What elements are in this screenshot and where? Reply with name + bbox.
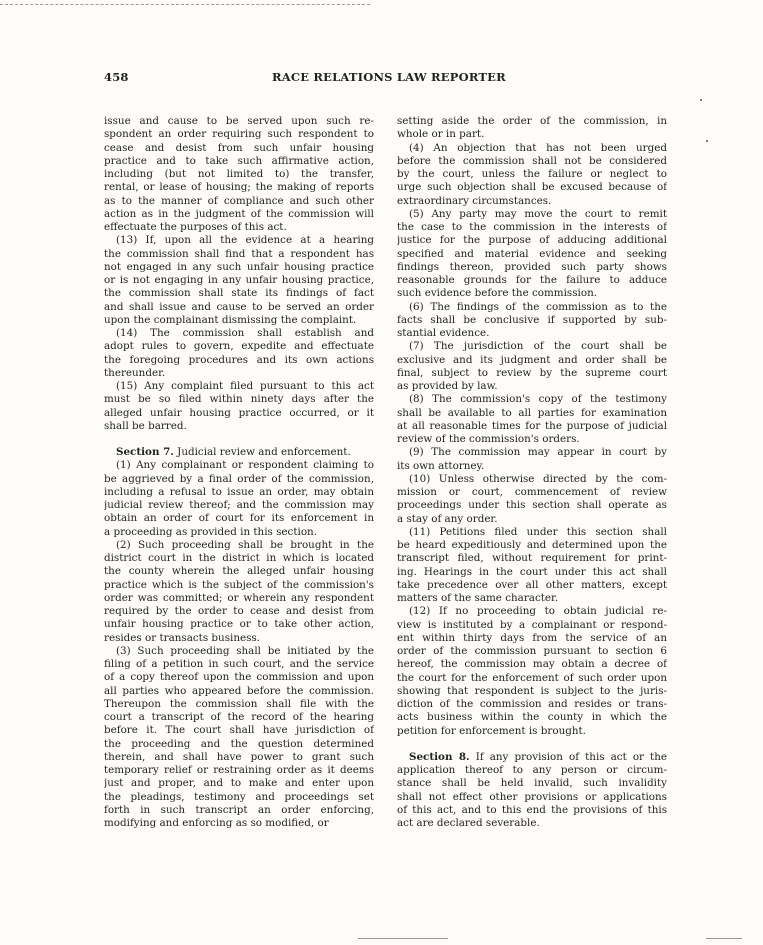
- text-line: the foregoing procedures and its own actions: [104, 353, 374, 366]
- text-line: a stay of any order.: [397, 512, 498, 525]
- text-line: transcript filed, without requirement for print-: [397, 552, 667, 565]
- text-line: effectuate the purposes of this act.: [104, 221, 287, 233]
- text-line: (13) If, upon all the evidence at a hearing: [116, 234, 374, 247]
- text-line: Section 8. If any provision of this act or the: [409, 750, 667, 763]
- text-line: including (but not limited to) the transfer,: [104, 168, 374, 180]
- text-line: acts business within the county in which the: [397, 711, 667, 724]
- text-line: stance shall be held invalid, such invalidity: [397, 777, 667, 790]
- section-heading: Section 7.: [116, 446, 174, 458]
- text-line: (7) The jurisdiction of the court shall be: [409, 340, 667, 353]
- text-line: filing of a petition in such court, and the service: [104, 658, 374, 670]
- text-line: order of the commission pursuant to section 6: [397, 645, 667, 657]
- text-line: court a transcript of the record of the hearing: [104, 711, 374, 723]
- text-line: urge such objection shall be excused because of: [397, 181, 667, 194]
- text-line: shall be barred.: [104, 419, 187, 432]
- text-line: must be so filed within ninety days after the: [104, 393, 374, 406]
- text-line: final, subject to review by the supreme court: [397, 366, 667, 379]
- scan-bottom-rule: [706, 938, 742, 939]
- text-line: (11) Petitions filed under this section shall: [409, 525, 667, 538]
- text-line: be heard expeditiously and determined upon the: [397, 539, 667, 551]
- text-line: [397, 738, 667, 751]
- text-line: of this act, and to this end the provisions of this: [397, 803, 667, 816]
- text-line: showing that respondent is subject to the juris-: [397, 684, 667, 697]
- page-number: 458: [104, 70, 129, 84]
- text-line: required by the order to cease and desist from: [104, 605, 374, 617]
- text-line: as to the manner of compliance and such other: [104, 194, 374, 207]
- text-line: hereof, the commission may obtain a decree of: [397, 658, 667, 671]
- text-line: by the court, unless the failure or neglect to: [397, 168, 667, 180]
- text-line: the court for the enforcement of such order upon: [397, 671, 667, 684]
- text-line: issue and cause to be served upon such re-: [104, 115, 374, 127]
- text-line: or is not engaging in any unfair housing practice,: [104, 274, 374, 286]
- text-line: shall not effect other provisions or applications: [397, 790, 667, 803]
- text-line: the county wherein the alleged unfair housing: [104, 565, 374, 578]
- text-line: upon the complainant dismissing the complaint.: [104, 313, 357, 326]
- text-line: its own attorney.: [397, 459, 485, 472]
- text-line: at all reasonable times for the purpose of judicial: [397, 419, 667, 432]
- running-title: RACE RELATIONS LAW REPORTER: [272, 70, 506, 84]
- text-line: setting aside the order of the commission, in: [397, 115, 667, 127]
- text-line: such evidence before the commission.: [397, 287, 598, 300]
- text-line: practice which is the subject of the commission's: [104, 578, 374, 591]
- text-line: ing. Hearings in the court under this act shall: [397, 565, 667, 578]
- section-heading: Section 8.: [409, 750, 470, 763]
- text-line: not engaged in any such unfair housing practice: [104, 260, 374, 273]
- text-line: (2) Such proceeding shall be brought in the: [116, 538, 374, 551]
- text-line: findings thereon, provided such party shows: [397, 260, 667, 273]
- scan-bottom-rule: [358, 938, 448, 939]
- text-line: adopt rules to govern, expedite and effectuate: [104, 340, 374, 353]
- text-line: Section 7. Judicial review and enforcement.: [116, 446, 351, 458]
- text-line: judicial review thereof; and the commission may: [104, 499, 374, 511]
- text-line: (12) If no proceeding to obtain judicial re-: [409, 605, 667, 618]
- text-line: diction of the commission and resides or trans-: [397, 698, 667, 710]
- text-line: (14) The commission shall establish and: [116, 327, 374, 339]
- text-line: (5) Any party may move the court to remit: [409, 207, 667, 220]
- text-line: resides or transacts business.: [104, 631, 261, 644]
- text-line: shall be available to all parties for examination: [397, 406, 667, 419]
- text-line: view is instituted by a complainant or respond-: [397, 618, 667, 631]
- text-line: stantial evidence.: [397, 327, 490, 339]
- text-line: review of the commission's orders.: [397, 433, 580, 445]
- text-line: proceedings under this section shall operate as: [397, 499, 667, 512]
- text-line: rental, or lease of housing; the making of reports: [104, 181, 374, 194]
- scan-speck: [700, 99, 702, 101]
- text-line: (6) The findings of the commission as to the: [409, 300, 667, 313]
- text-line: and shall issue and cause to be served an order: [104, 300, 374, 313]
- text-line: Thereupon the commission shall file with the: [104, 697, 374, 710]
- scan-top-dashed-line: [0, 4, 370, 5]
- text-line: justice for the purpose of adducing additional: [397, 234, 667, 247]
- text-line: petition for enforcement is brought.: [397, 724, 586, 737]
- text-line: be aggrieved by a final order of the commission,: [104, 472, 374, 485]
- text-line: unfair housing practice or to take other action,: [104, 618, 374, 631]
- text-line: application thereof to any person or circum-: [397, 764, 667, 776]
- text-line: the proceeding and the question determined: [104, 737, 374, 750]
- text-line: of a copy thereof upon the commission and upon: [104, 671, 374, 684]
- text-line: obtain an order of court for its enforcement in: [104, 512, 374, 525]
- right-column: [397, 115, 667, 830]
- text-line: the commission shall find that a respondent has: [104, 247, 374, 260]
- text-line: modifying and enforcing as so modified, or: [104, 817, 329, 829]
- text-line: the commission shall state its findings of fact: [104, 287, 374, 300]
- text-line: whole or in part.: [397, 128, 485, 141]
- text-line: before the commission shall not be considered: [397, 154, 667, 167]
- text-line: (4) An objection that has not been urged: [409, 141, 667, 154]
- text-line: (9) The commission may appear in court by: [409, 446, 667, 459]
- text-line: thereunder.: [104, 366, 166, 379]
- text-line: exclusive and its judgment and order shall be: [397, 353, 667, 366]
- text-line: extraordinary circumstances.: [397, 194, 552, 207]
- text-line: facts shall be conclusive if supported by sub-: [397, 313, 667, 326]
- text-line: therein, and shall have power to grant such: [104, 750, 374, 763]
- text-line: take precedence over all other matters, except: [397, 578, 667, 591]
- text-line: (10) Unless otherwise directed by the com-: [409, 472, 667, 485]
- text-line: act are declared severable.: [397, 817, 540, 829]
- text-line: [104, 433, 374, 446]
- text-line: (8) The commission's copy of the testimony: [409, 393, 667, 406]
- text-line: mission or court, commencement of review: [397, 486, 667, 498]
- text-line: just and proper, and to make and enter upon: [104, 777, 374, 790]
- text-line: order was committed; or wherein any respondent: [104, 591, 374, 604]
- text-line: a proceeding as provided in this section.: [104, 525, 317, 538]
- text-line: including a refusal to issue an order, may obtain: [104, 485, 374, 498]
- text-line: reasonable grounds for the failure to adduce: [397, 274, 667, 286]
- text-line: (1) Any complainant or respondent claiming to: [116, 459, 374, 472]
- text-line: (15) Any complaint filed pursuant to this act: [116, 380, 374, 392]
- text-line: all parties who appeared before the commission.: [104, 684, 374, 697]
- text-line: forth in such transcript an order enforcing,: [104, 803, 374, 816]
- text-line: cease and desist from such unfair housing: [104, 141, 374, 154]
- text-line: matters of the same character.: [397, 592, 559, 604]
- text-line: alleged unfair housing practice occurred, or it: [104, 406, 374, 419]
- text-line: specified and material evidence and seeking: [397, 247, 667, 260]
- text-line: (3) Such proceeding shall be initiated by the: [116, 644, 374, 657]
- left-column: [104, 115, 374, 830]
- text-line: district court in the district in which is located: [104, 552, 374, 564]
- text-line: before it. The court shall have jurisdiction of: [104, 724, 374, 737]
- text-line: practice and to take such affirmative action,: [104, 154, 374, 167]
- scan-speck: [706, 140, 708, 142]
- text-line: action as in the judgment of the commission will: [104, 207, 374, 220]
- text-line: ent within thirty days from the service of an: [397, 631, 667, 644]
- text-line: temporary relief or restraining order as it deems: [104, 764, 374, 776]
- text-line: the pleadings, testimony and proceedings set: [104, 790, 374, 803]
- text-line: the case to the commission in the interests of: [397, 221, 667, 233]
- text-line: as provided by law.: [397, 380, 498, 392]
- text-line: spondent an order requiring such respondent to: [104, 128, 374, 141]
